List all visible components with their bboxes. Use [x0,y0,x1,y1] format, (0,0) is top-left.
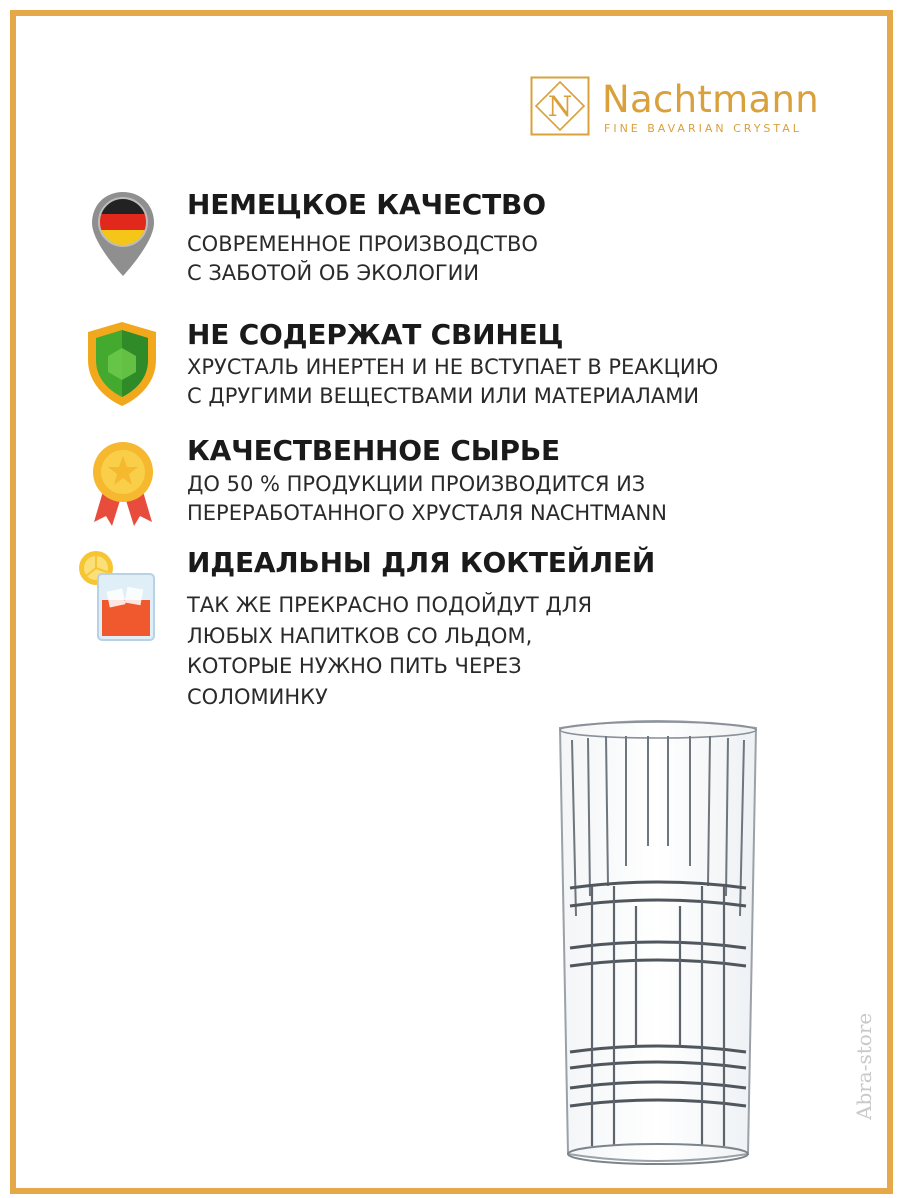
award-medal-icon [88,438,158,528]
feature-title-german-quality: НЕМЕЦКОЕ КАЧЕСТВО [187,188,546,221]
brand-mark-icon [530,76,590,136]
feature-title-raw-material: КАЧЕСТВЕННОЕ СЫРЬЕ [187,434,560,467]
brand-mark-letter: N [547,90,573,123]
shield-icon [84,320,160,408]
feature-desc-line: С ДРУГИМИ ВЕЩЕСТВАМИ ИЛИ МАТЕРИАЛАМИ [187,384,700,408]
feature-desc-german-quality [187,230,538,288]
feature-desc-raw-material [187,470,667,528]
brand-tagline: FINE BAVARIAN CRYSTAL [604,122,802,135]
cocktail-glass-icon [74,548,160,644]
germany-flag-pin-icon [88,188,158,280]
feature-desc-line: ДО 50 % ПРОДУКЦИИ ПРОИЗВОДИТСЯ ИЗ [187,472,646,496]
feature-desc-lead-free [187,353,718,411]
brand-name: Nachtmann [602,78,819,121]
brand-logo [530,76,840,140]
feature-desc-line: ЛЮБЫХ НАПИТКОВ СО ЛЬДОМ, [187,623,533,648]
feature-desc-line: СОЛОМИНКУ [187,684,328,709]
feature-desc-line: ПЕРЕРАБОТАННОГО ХРУСТАЛЯ NACHTMANN [187,501,667,525]
feature-title-lead-free: НЕ СОДЕРЖАТ СВИНЕЦ [187,318,564,351]
watermark: Abra-store [852,1012,876,1120]
crystal-highball-glass-image [548,716,768,1168]
feature-desc-line: С ЗАБОТОЙ ОБ ЭКОЛОГИИ [187,261,480,285]
feature-desc-line: ХРУСТАЛЬ ИНЕРТЕН И НЕ ВСТУПАЕТ В РЕАКЦИЮ [187,355,719,379]
feature-desc-line: СОВРЕМЕННОЕ ПРОИЗВОДСТВО [187,232,538,256]
feature-title-cocktails: ИДЕАЛЬНЫ ДЛЯ КОКТЕЙЛЕЙ [187,546,656,579]
feature-desc-line: ТАК ЖЕ ПРЕКРАСНО ПОДОЙДУТ ДЛЯ [187,593,593,617]
feature-desc-line: КОТОРЫЕ НУЖНО ПИТЬ ЧЕРЕЗ [187,654,522,678]
feature-desc-cocktails [187,590,592,712]
